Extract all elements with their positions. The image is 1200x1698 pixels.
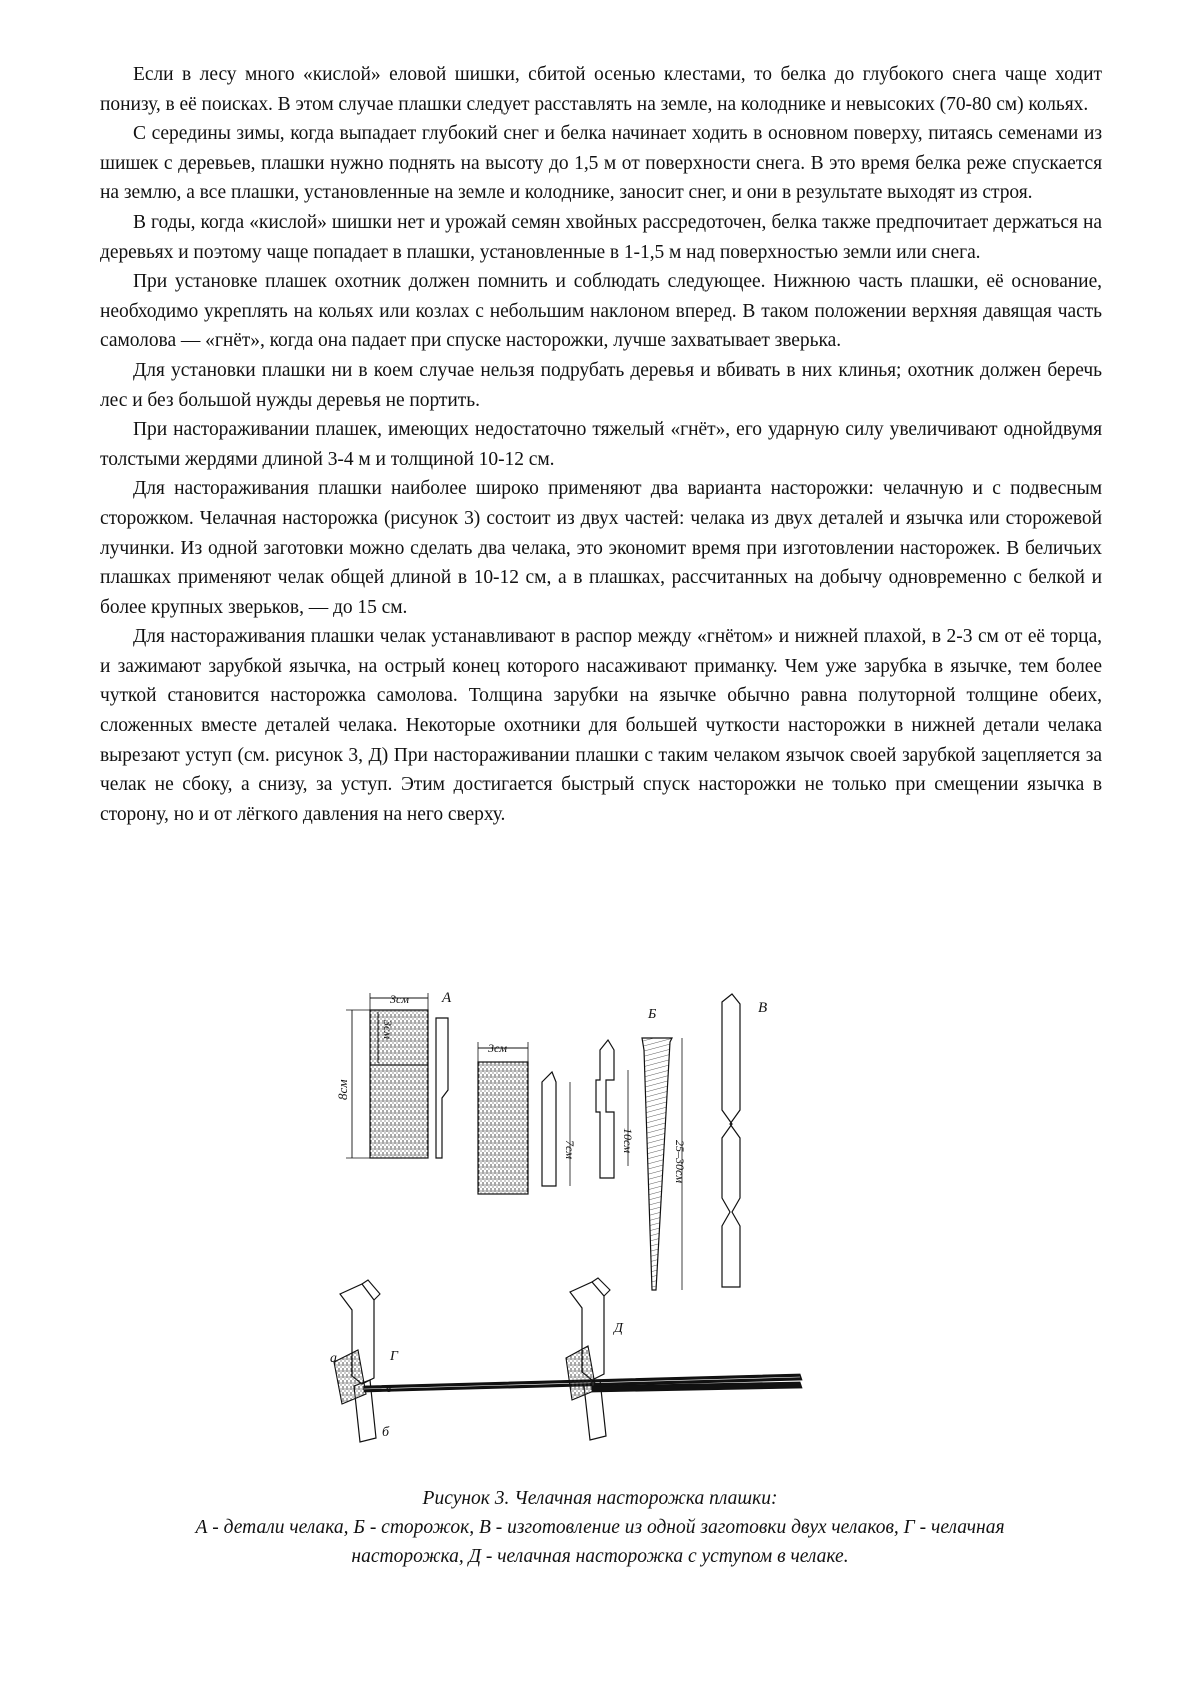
dim-label-3cm-top: 3см: [390, 992, 409, 1006]
part-a-small-slat: [542, 1072, 556, 1186]
part-b-tapered-stick: [642, 1038, 672, 1290]
paragraph-2: С середины зимы, когда выпадает глубокий снег и белка начинает ходить в основном поверху, питаясь семенами из шишек с деревьев, плашки нужно поднять на высоту до 1,5 м от поверхности снега. В это время белка реже спускается на землю, а все плашки, установленные на земле и колоднике, заносит снег, и они в результате выходят из строя.: [100, 123, 1102, 204]
label-b: б: [382, 1425, 390, 1440]
figure-3-drawing: [330, 990, 890, 1460]
caption-line-1: А - детали челака, Б - сторожок, В - изготовление из одной заготовки двух челаков, Г - челачная: [195, 1517, 1005, 1538]
dim-label-7cm: 7см: [563, 1140, 577, 1159]
dim-label-3cm-vertical: 3см: [381, 1020, 395, 1039]
label-D: Д: [614, 1321, 623, 1336]
label-v: в: [386, 1381, 393, 1396]
paragraph-3: В годы, когда «кислой» шишки нет и урожай семян хвойных рассредоточен, белка также предпочитает держаться на деревьях и поэтому чаще попадает в плашки, установленные в 1-1,5 м над поверхностью земли или снега.: [100, 211, 1102, 263]
part-d-assembly: [566, 1278, 802, 1440]
part-v-double-chelak-blank: [722, 994, 740, 1287]
label-G: Г: [390, 1349, 398, 1364]
part-a-block: [346, 993, 428, 1158]
part-b-notched-slat: [596, 1040, 614, 1178]
dim-label-25-30cm: 25–30см: [673, 1140, 687, 1183]
paragraph-5: Для установки плашки ни в коем случае нельзя подрубать деревья и вбивать в них клинья; охотник должен беречь лес и без большой нужды деревья не портить.: [100, 359, 1102, 411]
trap-trigger-illustration: [330, 990, 890, 1460]
dim-label-3cm-mid: 3см: [488, 1041, 507, 1055]
paragraph-1: Если в лесу много «кислой» еловой шишки, сбитой осенью клестами, то белка до глубокого снега чаще ходит понизу, в её поисках. В этом случае плашки следует расставлять на земле, на колоднике и невысоких (70-80 см) кольях.: [100, 64, 1102, 115]
label-V: В: [758, 1000, 768, 1016]
document-body: [100, 60, 1102, 829]
label-a: а: [330, 1351, 337, 1366]
label-A: А: [442, 990, 452, 1006]
figure-caption: [80, 1484, 1120, 1571]
paragraph-6: При настораживании плашек, имеющих недостаточно тяжелый «гнёт», его ударную силу увеличивают однойдвумя толстыми жердями длиной 3-4 м и толщиной 10-12 см.: [100, 419, 1102, 470]
part-a-block-small: [478, 1042, 528, 1194]
dim-label-8cm: 8см: [335, 1079, 350, 1100]
dim-label-10cm: 10см: [621, 1128, 635, 1153]
caption-title: Рисунок 3. Челачная насторожка плашки:: [422, 1488, 778, 1509]
part-a-slat: [436, 1018, 448, 1158]
paragraph-8: Для настораживания плашки челак устанавливают в распор между «гнётом» и нижней плахой, в 2-3 см от её торца, и зажимают зарубкой язычка, на острый конец которого насаживают приманку. Чем уже зарубка в язычке, тем более чуткой становится насторожка самолова. Толщина зарубки на язычке обычно равна полуторной толщине обеих, сложенных вместе деталей челака. Некоторые охотники для большей чуткости насторожки в нижней детали челака вырезают уступ (см. рисунок 3, Д) При настораживании плашки с таким челаком язычок своей зарубкой зацепляется за челак не сбоку, а снизу, за уступ. Этим достигается быстрый спуск насторожки не только при смещении язычка в сторону, но и от лёгкого давления на него сверху.: [100, 626, 1102, 825]
paragraph-4: При установке плашек охотник должен помнить и соблюдать следующее. Нижнюю часть плашки, её основание, необходимо укреплять на кольях или козлах с небольшим наклоном вперед. В таком положении верхняя давящая часть самолова — «гнёт», когда она падает при спуске насторожки, лучше захватывает зверька.: [100, 271, 1102, 352]
caption-line-2: насторожка, Д - челачная насторожка с уступом в челаке.: [351, 1546, 849, 1567]
label-B: Б: [648, 1007, 657, 1022]
paragraph-7: Для настораживания плашки наиболее широко применяют два варианта насторожки: челачную и с подвесным сторожком. Челачная насторожка (рисунок 3) состоит из двух частей: челака из двух деталей и язычка или сторожевой лучинки. Из одной заготовки можно сделать два челака, это экономит время при изготовлении насторожек. В беличьих плашках применяют челак общей длиной в 10-12 см, а в плашках, рассчитанных на добычу одновременно с белкой и более крупных зверьков, — до 15 см.: [100, 478, 1102, 618]
